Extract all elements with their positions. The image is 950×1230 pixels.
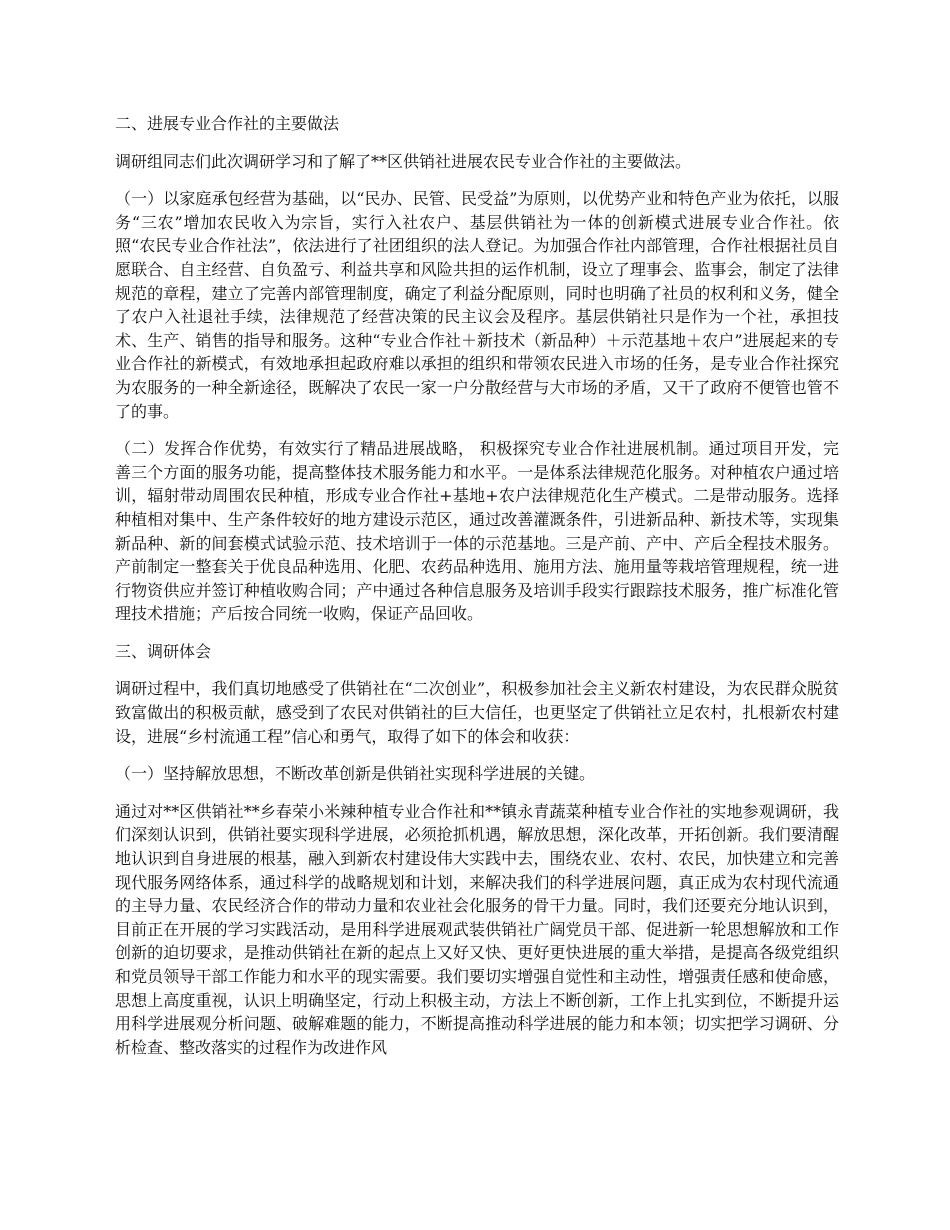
paragraph-reflection: 调研过程中，我们真切地感受了供销社在“二次创业”，积极参加社会主义新农村建设，为农民群众脱贫致富做出的积极贡献，感受到了农民对供销社的巨大信任，也更坚定了供销社立足农村，扎根新农村建设，进展“乡村流通工程”信心和勇气，取得了如下的体会和收获： xyxy=(115,679,839,746)
section-heading-3: 三、调研体会 xyxy=(115,641,212,661)
paragraph-subheading-1: （一）坚持解放思想，不断改革创新是供销社实现科学进展的关键。 xyxy=(115,764,596,784)
section-heading-2: 二、进展专业合作社的主要做法 xyxy=(115,114,340,133)
paragraph-item-2: （二）发挥合作优势，有效实行了精品进展战略， 积极探究专业合作社进展机制。通过项目开发，完善三个方面的服务功能，提高整体技术服务能力和水平。一是体系法律规范化服务。对种植农户通过培训，辐射带动周围农民种植，形成专业合作社+基地+农户法律规范化生产模式。二是带动服务。选择种植相对集中、生产条件较好的地方建设示范区，通过改善灌溉条件，引进新品种、新技术等，实现集新品种、新的间套模式试验示范、技术培训于一体的示范基地。三是产前、产中、产后全程技术服务。产前制定一整套关于优良品种选用、化肥、农药品种选用、施用方法、施用量等栽培管理规程，统一进行物资供应并签订种植收购合同；产中通过各种信息服务及培训手段实行跟踪技术服务，推广标准化管理技术措施；产后按合同统一收购，保证产品回收。 xyxy=(115,439,839,624)
paragraph-discussion: 通过对**区供销社**乡春荣小米辣种植专业合作社和**镇永青蔬菜种植专业合作社的实地参观调研，我们深刻认识到，供销社要实现科学进展，必须抢抓机遇，解放思想，深化改革，开拓创新。我们要清醒地认识到自身进展的根基，融入到新农村建设伟大实践中去，围绕农业、农村、农民，加快建立和完善现代服务网络体系，通过科学的战略规划和计划，来解决我们的科学进展问题，真正成为农村现代流通的主导力量、农民经济合作的带动力量和农业社会化服务的骨干力量。同时，我们还要充分地认识到，目前正在开展的学习实践活动，是用科学进展观武装供销社广阔党员干部、促进新一轮思想解放和工作创新的迫切要求，是推动供销社在新的起点上又好又快、更好更快进展的重大举措，是提高各级党组织和党员领导干部工作能力和水平的现实需要。我们要切实增强自觉性和主动性，增强责任感和使命感，思想上高度重视，认识上明确坚定，行动上积极主动，方法上不断创新，工作上扎实到位，不断提升运用科学进展观分析问题、破解难题的能力，不断提高推动科学进展的能力和本领；切实把学习调研、分析检查、整改落实的过程作为改进作风 xyxy=(115,801,839,1057)
paragraph-intro: 调研组同志们此次调研学习和了解了**区供销社进展农民专业合作社的主要做法。 xyxy=(115,151,692,171)
document-body xyxy=(115,112,839,1073)
paragraph-item-1: （一）以家庭承包经营为基础，以“民办、民管、民受益”为原则，以优势产业和特色产业为依托，以服务“三农”增加农民收入为宗旨，实行入社农户、基层供销社为一体的创新模式进展专业合作社。依照“农民专业合作社法”，依法进行了社团组织的法人登记。为加强合作社内部管理，合作社根据社员自愿联合、自主经营、自负盈亏、利益共享和风险共担的运作机制，设立了理事会、监事会，制定了法律规范的章程，建立了完善内部管理制度，确定了利益分配原则，同时也明确了社员的权利和义务，健全了农户入社退社手续，法律规范了经营决策的民主议会及程序。基层供销社只是作为一个社，承担技术、生产、销售的指导和服务。这种“专业合作社＋新技术（新品种）＋示范基地＋农户”进展起来的专业合作社的新模式，有效地承担起政府难以承担的组织和带领农民进入市场的任务，是专业合作社探究为农服务的一种全新途径，既解决了农民一家一户分散经营与大市场的矛盾，又干了政府不便管也管不了的事。 xyxy=(115,189,839,421)
